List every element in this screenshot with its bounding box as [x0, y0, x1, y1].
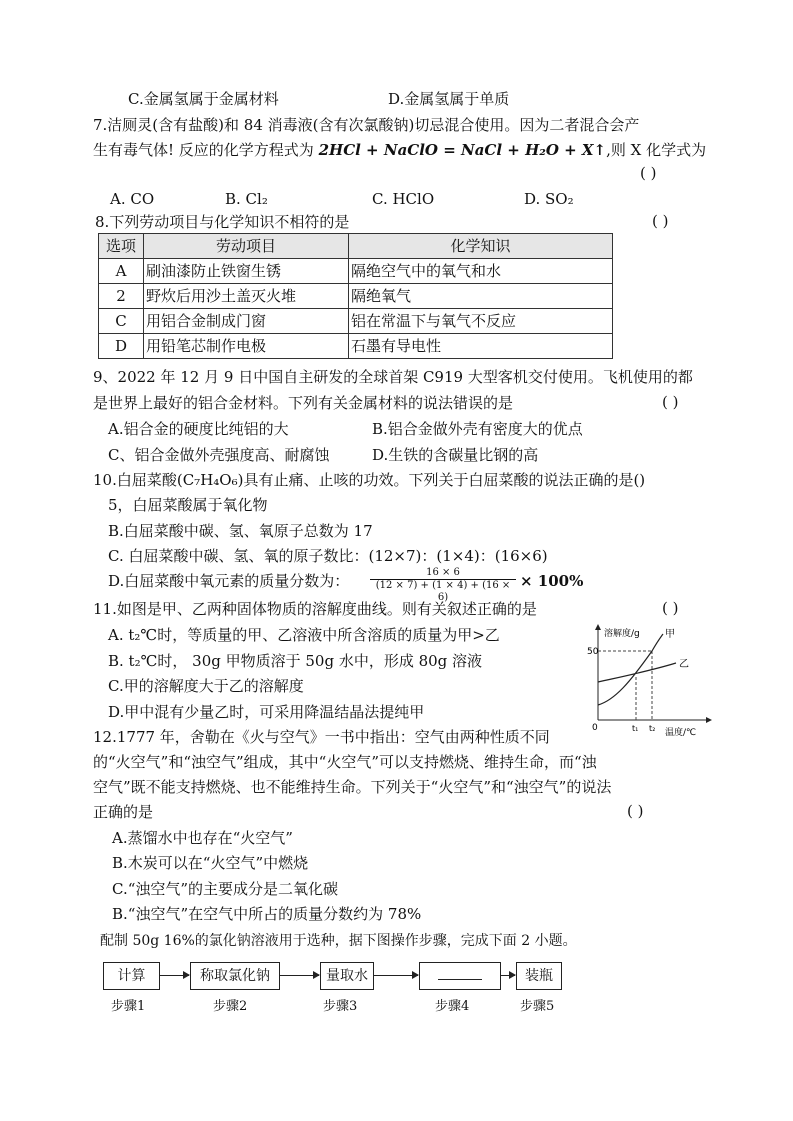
q9-answer-paren: ( ) — [662, 393, 679, 411]
q11-answer-paren: ( ) — [662, 599, 679, 617]
table-cell: A — [99, 259, 144, 284]
x-axis-arrow — [706, 717, 712, 723]
table-row — [99, 334, 613, 359]
table-cell: 用铅笔芯制作电极 — [144, 334, 349, 359]
flow-box-step4-blank — [419, 962, 501, 990]
curve-label-jia: 甲 — [665, 629, 675, 640]
step-label-5: 步骤5 — [520, 999, 555, 1014]
q9-option-b: B.铝合金做外壳有密度大的优点 — [372, 420, 583, 438]
table-header-cell: 选项 — [99, 234, 144, 259]
curve-label-yi: 乙 — [679, 659, 689, 670]
q11-option-b: B. t₂℃时， 30g 甲物质溶于 50g 水中，形成 80g 溶液 — [108, 652, 483, 670]
table-row — [99, 284, 613, 309]
table-cell: 铝在常温下与氧气不反应 — [349, 309, 613, 334]
q7-stem-text: 生有毒气体! 反应的化学方程式为 — [93, 141, 314, 159]
q11-stem: 11.如图是甲、乙两种固体物质的溶解度曲线。则有关叙述正确的是 — [93, 600, 537, 618]
table-row — [99, 259, 613, 284]
q10-stem: 10.白屈菜酸(C₇H₄O₆)具有止痛、止咳的功效。下列关于白屈菜酸的说法正确的是() — [93, 471, 646, 489]
flow-arrow — [500, 975, 515, 976]
fraction-numerator: 16 × 6 — [426, 567, 460, 578]
step-label-4: 步骤4 — [435, 999, 470, 1014]
step-label-3: 步骤3 — [323, 999, 358, 1014]
table-cell: C — [99, 309, 144, 334]
table-cell: 用铝合金制成门窗 — [144, 309, 349, 334]
q7-option-d: D. SO₂ — [524, 190, 574, 208]
q9-option-d: D.生铁的含碳量比钢的高 — [372, 446, 539, 464]
flow-arrow — [279, 975, 319, 976]
q12-stem-line1: 12.1777 年，舍勒在《火与空气》一书中指出：空气由两种性质不同 — [93, 728, 550, 746]
q10-option-c: C. 白屈菜酸中碳、氢、氧的原子数比：(12×7)：(1×4)：(16×6) — [108, 547, 548, 565]
q9-stem-line2: 是世界上最好的铝合金材料。下列有关金属材料的说法错误的是 — [93, 394, 514, 412]
q6-option-c: C.金属氢属于金属材料 — [128, 90, 279, 108]
q7-answer-paren: ( ) — [640, 164, 657, 182]
q10-option-a: 5，白屈菜酸属于氧化物 — [108, 496, 268, 514]
table-cell: 2 — [99, 284, 144, 309]
table-row — [99, 309, 613, 334]
q11-option-d: D.甲中混有少量乙时，可采用降温结晶法提纯甲 — [108, 703, 425, 721]
flow-arrow — [373, 975, 418, 976]
q6-option-d: D.金属氢属于单质 — [388, 90, 510, 108]
q10-option-b: B.白屈菜酸中碳、氢、氧原子总数为 17 — [108, 522, 373, 540]
q7-stem-tail: ,则 X 化学式为 — [606, 141, 707, 159]
q12-answer-paren: ( ) — [627, 802, 644, 820]
curve-yi — [598, 663, 676, 682]
table-header-cell: 劳动项目 — [144, 234, 349, 259]
q8-table — [98, 233, 613, 359]
q7-equation: 2HCl + NaClO = NaCl + H₂O + X↑ — [318, 141, 607, 159]
tick-t2: t₂ — [649, 724, 656, 733]
q7-option-b: B. Cl₂ — [225, 190, 268, 208]
q8-stem: 8.下列劳动项目与化学知识不相符的是 — [95, 213, 350, 231]
table-header-row — [99, 234, 613, 259]
flow-box-bottle: 装瓶 — [516, 962, 562, 990]
q7-stem-line1: 7.洁厕灵(含有盐酸)和 84 消毒液(含有次氯酸钠)切忌混合使用。因为二者混合会产 — [93, 116, 640, 134]
q7-stem-line2 — [93, 140, 706, 160]
q9-stem-line1: 9、2022 年 12 月 9 日中国自主研发的全球首架 C919 大型客机交付使用。飞机使用的都 — [93, 368, 693, 386]
flow-box-calculate: 计算 — [103, 962, 160, 990]
q12-stem-line3: 空气”既不能支持燃烧、也不能维持生命。下列关于“火空气”和“浊空气”的说法 — [93, 778, 612, 796]
table-cell: 隔绝氧气 — [349, 284, 613, 309]
q7-option-c: C. HClO — [372, 190, 435, 208]
blank-line — [438, 965, 482, 980]
step-label-1: 步骤1 — [111, 999, 146, 1014]
q12-option-a: A.蒸馏水中也存在“火空气” — [112, 829, 293, 847]
table-cell: D — [99, 334, 144, 359]
table-cell: 野炊后用沙土盖灭火堆 — [144, 284, 349, 309]
origin-label: 0 — [592, 723, 598, 733]
solubility-graph — [587, 620, 715, 738]
table-cell: 刷油漆防止铁窗生锈 — [144, 259, 349, 284]
table-cell: 隔绝空气中的氧气和水 — [349, 259, 613, 284]
prep-intro: 配制 50g 16%的氯化钠溶液用于选种，据下图操作步骤，完成下面 2 小题。 — [100, 933, 577, 949]
fraction-denominator: (12 × 7) + (1 × 4) + (16 × 6) — [370, 579, 516, 604]
y-axis-label: 溶解度/g — [604, 629, 640, 639]
q12-stem-line2: 的“火空气”和“浊空气”组成，其中“火空气”可以支持燃烧、维持生命，而“浊 — [93, 753, 597, 771]
q11-option-a: A. t₂℃时，等质量的甲、乙溶液中所含溶质的质量为甲>乙 — [108, 626, 500, 644]
tick-50: 50 — [587, 647, 599, 657]
q9-option-c: C、铝合金做外壳强度高、耐腐蚀 — [108, 446, 330, 464]
tick-t1: t₁ — [632, 724, 639, 733]
q12-stem-line4: 正确的是 — [93, 803, 154, 821]
q12-option-d: B.“浊空气”在空气中所占的质量分数约为 78% — [112, 905, 422, 923]
step-label-2: 步骤2 — [213, 999, 248, 1014]
q9-option-a: A.铝合金的硬度比纯铝的大 — [108, 420, 289, 438]
flow-box-weigh-nacl: 称取氯化钠 — [190, 962, 280, 990]
q7-option-a: A. CO — [110, 190, 155, 208]
step-flowchart — [103, 958, 563, 1028]
q8-answer-paren: ( ) — [652, 212, 669, 230]
q12-option-c: C.“浊空气”的主要成分是二氧化碳 — [112, 880, 339, 898]
y-axis-arrow — [595, 624, 601, 630]
fraction-multiplier: × 100% — [520, 572, 584, 590]
flow-box-measure-water: 量取水 — [320, 962, 374, 990]
x-axis-label: 温度/℃ — [665, 728, 697, 738]
flow-arrow — [159, 975, 189, 976]
table-header-cell: 化学知识 — [349, 234, 613, 259]
q11-option-c: C.甲的溶解度大于乙的溶解度 — [108, 677, 304, 695]
table-cell: 石墨有导电性 — [349, 334, 613, 359]
q12-option-b: B.木炭可以在“火空气”中燃烧 — [112, 854, 309, 872]
q10-option-d: D.白屈菜酸中氧元素的质量分数为： — [108, 572, 350, 590]
